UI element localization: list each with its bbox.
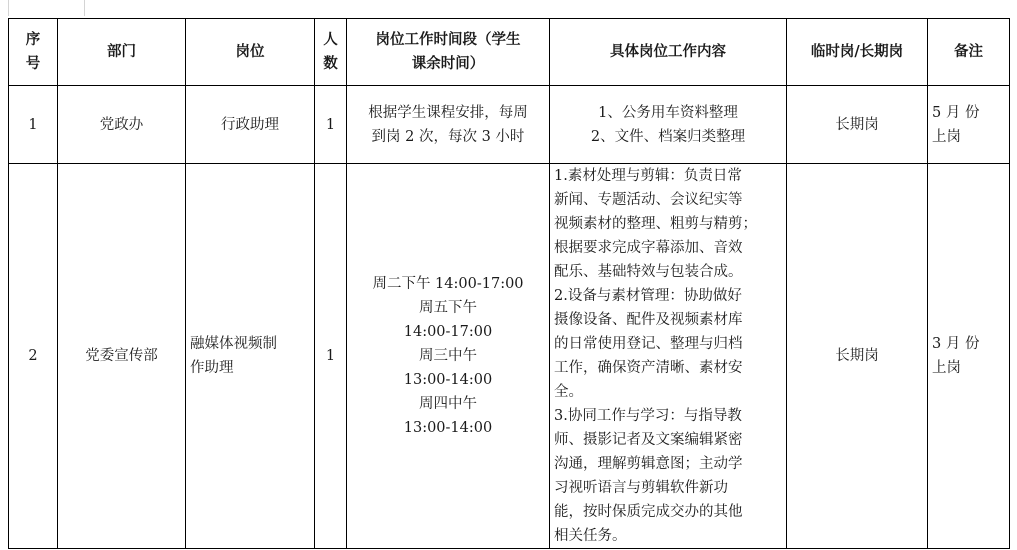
header-count-line1: 人 xyxy=(323,31,338,48)
content-line: 习视听语言与剪辑软件新功 xyxy=(554,480,728,496)
header-row xyxy=(9,19,1010,86)
content-line: 能，按时保质完成交办的其他 xyxy=(554,504,743,520)
header-note: 备注 xyxy=(928,19,1010,86)
cell-count: 1 xyxy=(315,164,347,549)
cell-post: 行政助理 xyxy=(186,86,315,164)
header-seq-line1: 序 xyxy=(25,31,41,48)
cell-type: 长期岗 xyxy=(787,164,928,549)
content-line: 1.素材处理与剪辑：负责日常 xyxy=(554,168,742,184)
column-guide xyxy=(8,0,9,16)
cell-dept: 党政办 xyxy=(58,86,186,164)
time-line: 周二下午 14:00-17:00 xyxy=(372,276,524,292)
header-seq-line2: 号 xyxy=(25,55,41,72)
content-line: 沟通，理解剪辑意图；主动学 xyxy=(554,456,743,472)
content-line: 摄像设备、配件及视频素材库 xyxy=(554,312,743,328)
content-line: 视频素材的整理、粗剪与精剪； xyxy=(554,216,757,232)
header-content: 具体岗位工作内容 xyxy=(550,19,787,86)
note-line: 5 月 份 xyxy=(932,104,980,121)
time-line: 14:00-17:00 xyxy=(403,324,493,340)
post-line: 融媒体视频制 xyxy=(190,336,277,352)
header-time xyxy=(347,19,550,86)
table-row xyxy=(9,86,1010,164)
cell-dept: 党委宣传部 xyxy=(58,164,186,549)
content-line: 相关任务。 xyxy=(554,528,627,544)
content-line: 新闻、专题活动、会议纪实等 xyxy=(554,192,743,208)
header-dept: 部门 xyxy=(58,19,186,86)
header-type: 临时岗/长期岗 xyxy=(787,19,928,86)
table-row xyxy=(9,164,1010,549)
content-line: 工作，确保资产清晰、素材安 xyxy=(554,360,743,376)
note-line: 上岗 xyxy=(932,128,961,145)
content-line: 2.设备与素材管理：协助做好 xyxy=(554,288,742,304)
cell-note xyxy=(928,86,1010,164)
note-line: 上岗 xyxy=(932,360,961,376)
time-line: 周三中午 xyxy=(419,348,477,364)
cell-type: 长期岗 xyxy=(787,86,928,164)
cell-content xyxy=(550,86,787,164)
note-line: 3 月 份 xyxy=(932,336,980,352)
time-line: 13:00-14:00 xyxy=(403,420,493,436)
header-time-line2: 课余时间） xyxy=(411,55,485,72)
spreadsheet-column-guides xyxy=(0,0,1017,18)
time-line: 根据学生课程安排，每周 xyxy=(368,104,528,121)
cell-time xyxy=(347,86,550,164)
job-posts-table xyxy=(8,18,1010,549)
post-line: 作助理 xyxy=(190,360,234,376)
cell-post xyxy=(186,164,315,549)
content-line: 师、摄影记者及文案编辑紧密 xyxy=(554,432,743,448)
cell-count: 1 xyxy=(315,86,347,164)
header-post: 岗位 xyxy=(186,19,315,86)
content-line: 2、文件、档案归类整理 xyxy=(590,128,746,145)
header-count-line2: 数 xyxy=(323,55,338,72)
header-time-line1: 岗位工作时间段（学生 xyxy=(375,31,521,48)
content-line: 配乐、基础特效与包装合成。 xyxy=(554,264,743,280)
cell-time xyxy=(347,164,550,549)
content-line: 全。 xyxy=(554,384,583,400)
column-guide xyxy=(84,0,85,16)
time-line: 周五下午 xyxy=(419,300,477,316)
header-seq xyxy=(9,19,58,86)
time-line: 13:00-14:00 xyxy=(403,372,493,388)
time-line: 周四中午 xyxy=(419,396,477,412)
content-line: 根据要求完成字幕添加、音效 xyxy=(554,240,743,256)
time-line: 到岗 2 次，每次 3 小时 xyxy=(371,128,525,145)
cell-content xyxy=(550,164,787,549)
content-line: 的日常使用登记、整理与归档 xyxy=(554,336,743,352)
cell-seq: 2 xyxy=(9,164,58,549)
cell-seq: 1 xyxy=(9,86,58,164)
header-count xyxy=(315,19,347,86)
content-line: 1、公务用车资料整理 xyxy=(598,104,738,121)
cell-note xyxy=(928,164,1010,549)
content-line: 3.协同工作与学习：与指导教 xyxy=(554,408,742,424)
